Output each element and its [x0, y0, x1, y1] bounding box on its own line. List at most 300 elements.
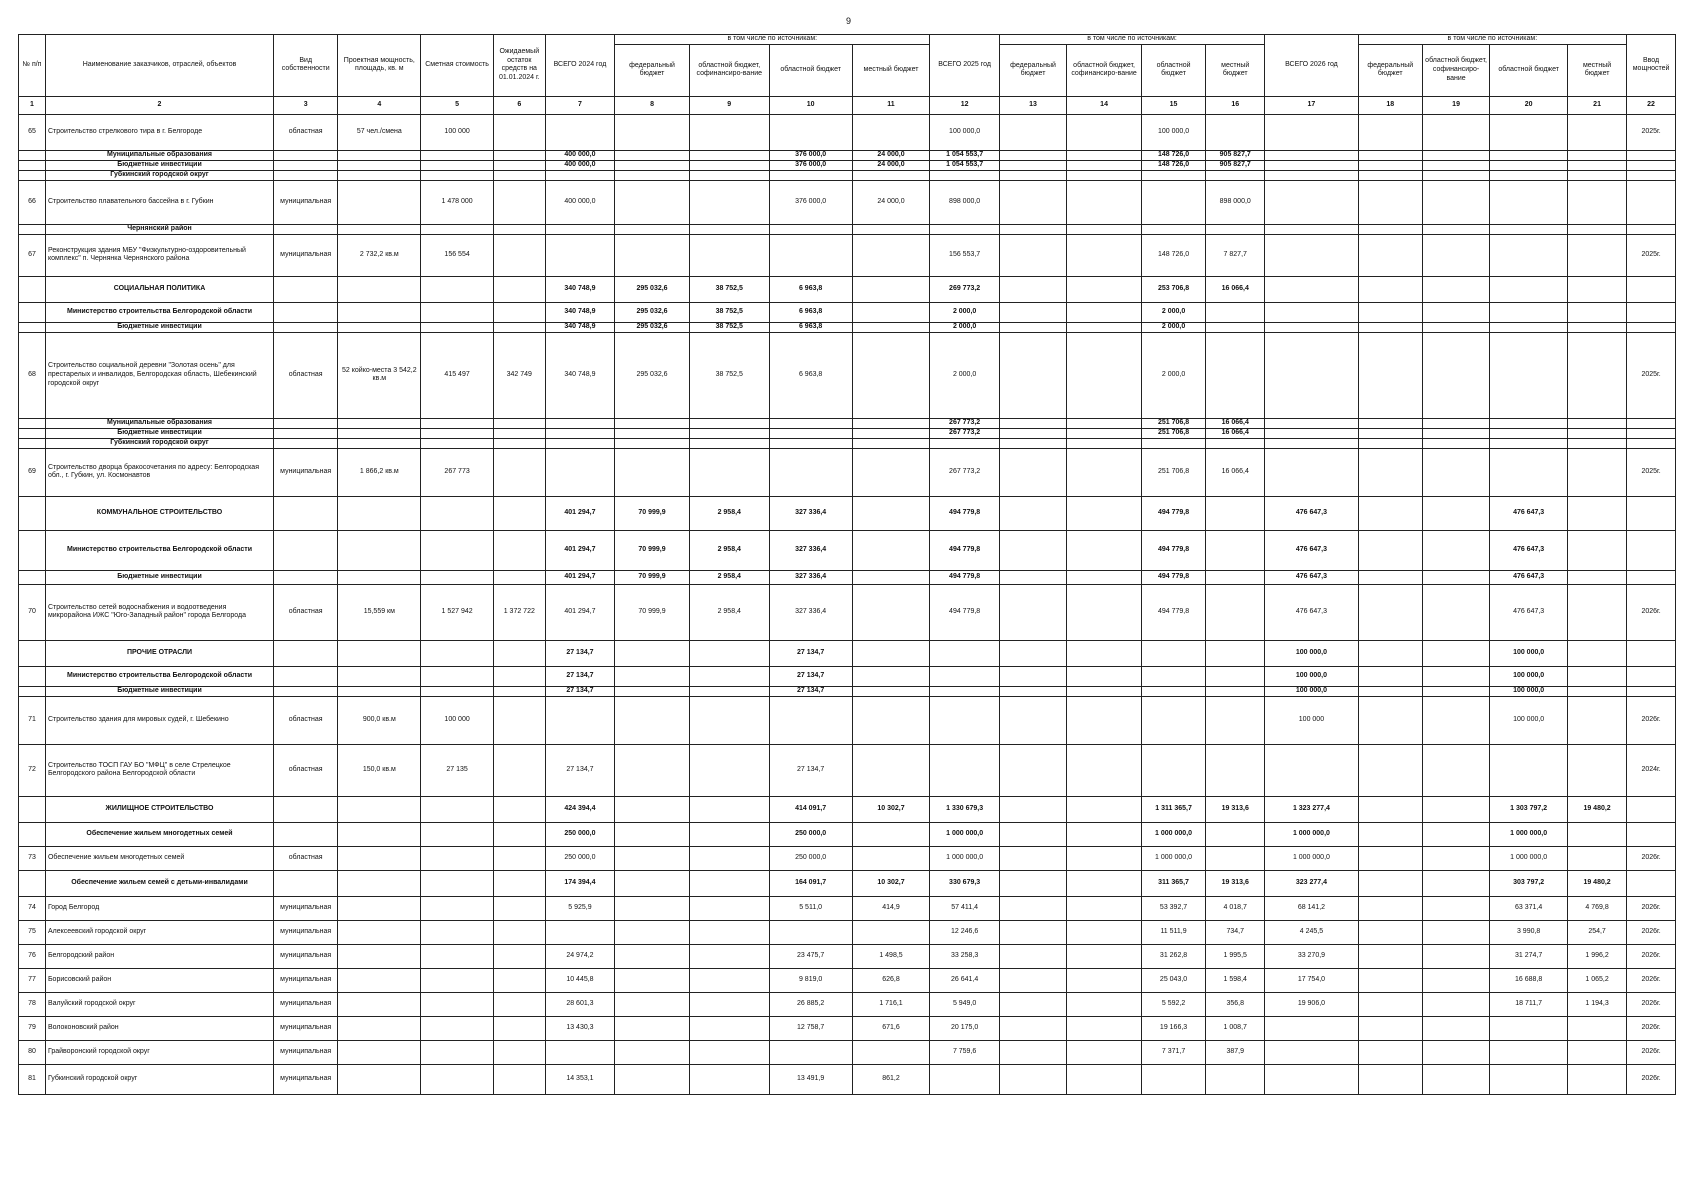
total-2025-cell	[930, 438, 999, 448]
regional-cofin-2026-cell	[1422, 846, 1489, 870]
local-2024-cell	[852, 744, 930, 796]
table-row	[19, 448, 1676, 496]
local-2025-cell	[1206, 846, 1265, 870]
regional-cofin-2025-cell	[1067, 234, 1142, 276]
row-number-cell: 68	[19, 332, 46, 418]
commissioning-year-cell	[1627, 180, 1676, 224]
regional-cofin-2025-cell	[1067, 276, 1142, 302]
ownership-cell: муниципальная	[274, 1040, 338, 1064]
commissioning-year-cell	[1627, 428, 1676, 438]
capacity-cell	[338, 846, 421, 870]
regional-cofin-2026-cell	[1422, 570, 1489, 584]
regional-cofin-2024-cell	[689, 992, 769, 1016]
regional-cofin-2025-cell	[1067, 418, 1142, 428]
regional-2026-cell: 3 990,8	[1490, 920, 1568, 944]
local-2024-cell	[852, 170, 930, 180]
federal-2025-cell	[999, 944, 1066, 968]
subtotal-row	[19, 666, 1676, 686]
header-cost: Сметная стоимость	[421, 35, 494, 97]
regional-2026-cell	[1490, 418, 1568, 428]
local-2026-cell	[1568, 696, 1627, 744]
regional-2025-cell: 7 371,7	[1141, 1040, 1205, 1064]
federal-2026-cell	[1358, 870, 1422, 896]
capacity-cell	[338, 822, 421, 846]
federal-2024-cell	[615, 944, 690, 968]
total-2024-cell: 27 134,7	[545, 640, 614, 666]
regional-cofin-2024-cell	[689, 744, 769, 796]
regional-cofin-2025-cell	[1067, 920, 1142, 944]
commissioning-year-cell	[1627, 796, 1676, 822]
total-2025-cell	[930, 640, 999, 666]
capacity-cell	[338, 968, 421, 992]
total-2026-cell: 100 000,0	[1265, 666, 1358, 686]
expected-remainder-cell	[493, 686, 545, 696]
federal-2026-cell	[1358, 332, 1422, 418]
commissioning-year-cell: 2026г.	[1627, 1016, 1676, 1040]
regional-cofin-2024-cell	[689, 1016, 769, 1040]
row-name-cell: Губкинский городской округ	[45, 438, 273, 448]
regional-2024-cell: 13 491,9	[769, 1064, 852, 1094]
regional-cofin-2025-cell	[1067, 570, 1142, 584]
total-2026-cell: 1 000 000,0	[1265, 822, 1358, 846]
regional-cofin-2025-cell	[1067, 114, 1142, 150]
local-2025-cell	[1206, 584, 1265, 640]
local-2025-cell	[1206, 530, 1265, 570]
ownership-cell	[274, 686, 338, 696]
regional-cofin-2025-cell	[1067, 428, 1142, 438]
regional-2025-cell: 494 779,8	[1141, 530, 1205, 570]
estimated-cost-cell: 27 135	[421, 744, 494, 796]
regional-cofin-2024-cell: 2 958,4	[689, 496, 769, 530]
local-2026-cell: 1 194,3	[1568, 992, 1627, 1016]
total-2026-cell	[1265, 276, 1358, 302]
header-regional-2025: областной бюджет	[1141, 44, 1205, 96]
row-name-cell: Муниципальные образования	[45, 150, 273, 160]
estimated-cost-cell	[421, 1016, 494, 1040]
federal-2026-cell	[1358, 666, 1422, 686]
row-number-cell	[19, 418, 46, 428]
expected-remainder-cell	[493, 496, 545, 530]
federal-2025-cell	[999, 796, 1066, 822]
regional-cofin-2026-cell	[1422, 418, 1489, 428]
regional-2026-cell	[1490, 1040, 1568, 1064]
total-2026-cell: 1 323 277,4	[1265, 796, 1358, 822]
regional-2025-cell: 1 000 000,0	[1141, 846, 1205, 870]
table-row	[19, 234, 1676, 276]
regional-cofin-2024-cell	[689, 822, 769, 846]
commissioning-year-cell	[1627, 640, 1676, 666]
regional-2026-cell: 1 303 797,2	[1490, 796, 1568, 822]
row-number-cell: 71	[19, 696, 46, 744]
total-2025-cell: 267 773,2	[930, 428, 999, 438]
regional-cofin-2025-cell	[1067, 870, 1142, 896]
regional-cofin-2025-cell	[1067, 530, 1142, 570]
total-2026-cell: 323 277,4	[1265, 870, 1358, 896]
row-name-cell: СОЦИАЛЬНАЯ ПОЛИТИКА	[45, 276, 273, 302]
regional-2025-cell	[1141, 1064, 1205, 1094]
regional-cofin-2024-cell	[689, 944, 769, 968]
total-2026-cell: 100 000,0	[1265, 640, 1358, 666]
federal-2026-cell	[1358, 448, 1422, 496]
ownership-cell: областная	[274, 846, 338, 870]
column-number: 20	[1490, 96, 1568, 114]
row-number-cell	[19, 640, 46, 666]
total-2026-cell	[1265, 150, 1358, 160]
row-name-cell: Волоконовский район	[45, 1016, 273, 1040]
column-number: 9	[689, 96, 769, 114]
regional-2026-cell: 100 000,0	[1490, 666, 1568, 686]
regional-cofin-2024-cell: 38 752,5	[689, 322, 769, 332]
subtotal-row	[19, 150, 1676, 160]
total-2026-cell: 476 647,3	[1265, 530, 1358, 570]
regional-2024-cell: 12 758,7	[769, 1016, 852, 1040]
column-number: 3	[274, 96, 338, 114]
total-2025-cell: 494 779,8	[930, 584, 999, 640]
federal-2024-cell	[615, 846, 690, 870]
row-number-cell: 69	[19, 448, 46, 496]
local-2024-cell	[852, 496, 930, 530]
total-2025-cell: 1 054 553,7	[930, 150, 999, 160]
total-2026-cell	[1265, 114, 1358, 150]
capacity-cell	[338, 160, 421, 170]
total-2025-cell: 7 759,6	[930, 1040, 999, 1064]
regional-2024-cell: 6 963,8	[769, 302, 852, 322]
regional-2026-cell	[1490, 744, 1568, 796]
estimated-cost-cell	[421, 796, 494, 822]
federal-2024-cell	[615, 234, 690, 276]
federal-2026-cell	[1358, 276, 1422, 302]
total-2024-cell	[545, 428, 614, 438]
row-name-cell: Строительство плавательного бассейна в г. Губкин	[45, 180, 273, 224]
regional-2024-cell: 27 134,7	[769, 666, 852, 686]
regional-2024-cell	[769, 170, 852, 180]
column-number: 12	[930, 96, 999, 114]
commissioning-year-cell	[1627, 160, 1676, 170]
regional-2026-cell	[1490, 332, 1568, 418]
federal-2024-cell	[615, 160, 690, 170]
row-name-cell: Министерство строительства Белгородской области	[45, 302, 273, 322]
regional-2025-cell: 251 706,8	[1141, 418, 1205, 428]
regional-2026-cell: 18 711,7	[1490, 992, 1568, 1016]
total-2024-cell: 340 748,9	[545, 302, 614, 322]
ownership-cell	[274, 438, 338, 448]
estimated-cost-cell	[421, 276, 494, 302]
regional-2025-cell	[1141, 640, 1205, 666]
table-row	[19, 944, 1676, 968]
federal-2025-cell	[999, 744, 1066, 796]
row-number-cell	[19, 276, 46, 302]
total-2026-cell	[1265, 224, 1358, 234]
regional-2026-cell	[1490, 180, 1568, 224]
header-federal-2024: федеральный бюджет	[615, 44, 690, 96]
local-2025-cell: 16 066,4	[1206, 448, 1265, 496]
local-2024-cell	[852, 322, 930, 332]
local-2025-cell: 4 018,7	[1206, 896, 1265, 920]
local-2026-cell	[1568, 322, 1627, 332]
local-2026-cell: 1 996,2	[1568, 944, 1627, 968]
regional-cofin-2026-cell	[1422, 584, 1489, 640]
regional-cofin-2024-cell	[689, 438, 769, 448]
regional-cofin-2026-cell	[1422, 796, 1489, 822]
estimated-cost-cell	[421, 570, 494, 584]
federal-2025-cell	[999, 992, 1066, 1016]
regional-cofin-2026-cell	[1422, 496, 1489, 530]
regional-2026-cell: 31 274,7	[1490, 944, 1568, 968]
ownership-cell	[274, 170, 338, 180]
federal-2024-cell	[615, 896, 690, 920]
estimated-cost-cell	[421, 846, 494, 870]
federal-2024-cell	[615, 224, 690, 234]
row-name-cell: Реконструкция здания МБУ "Физкультурно-оздоровительный комплекс" п. Чернянка Чернянского района	[45, 234, 273, 276]
regional-cofin-2024-cell	[689, 1064, 769, 1094]
regional-cofin-2026-cell	[1422, 1040, 1489, 1064]
federal-2025-cell	[999, 870, 1066, 896]
total-2026-cell	[1265, 1040, 1358, 1064]
local-2025-cell: 905 827,7	[1206, 160, 1265, 170]
capacity-cell	[338, 1064, 421, 1094]
estimated-cost-cell	[421, 870, 494, 896]
regional-cofin-2024-cell	[689, 870, 769, 896]
federal-2024-cell: 70 999,9	[615, 570, 690, 584]
subtotal-row	[19, 870, 1676, 896]
row-name-cell: Город Белгород	[45, 896, 273, 920]
header-local-2026: местный бюджет	[1568, 44, 1627, 96]
ownership-cell	[274, 150, 338, 160]
federal-2026-cell	[1358, 1064, 1422, 1094]
local-2024-cell: 1 716,1	[852, 992, 930, 1016]
local-2026-cell	[1568, 276, 1627, 302]
row-name-cell: Строительство сетей водоснабжения и водоотведения микрорайона ИЖС "Юго-Западный район" города Белгорода	[45, 584, 273, 640]
regional-cofin-2025-cell	[1067, 496, 1142, 530]
federal-2026-cell	[1358, 428, 1422, 438]
table-row	[19, 920, 1676, 944]
local-2025-cell: 16 066,4	[1206, 276, 1265, 302]
row-number-cell	[19, 322, 46, 332]
local-2024-cell	[852, 920, 930, 944]
federal-2025-cell	[999, 302, 1066, 322]
column-number: 14	[1067, 96, 1142, 114]
federal-2024-cell	[615, 448, 690, 496]
federal-2025-cell	[999, 332, 1066, 418]
subtotal-row	[19, 822, 1676, 846]
local-2025-cell	[1206, 744, 1265, 796]
row-name-cell: Муниципальные образования	[45, 418, 273, 428]
regional-2025-cell	[1141, 170, 1205, 180]
regional-2024-cell: 250 000,0	[769, 846, 852, 870]
federal-2026-cell	[1358, 496, 1422, 530]
regional-cofin-2026-cell	[1422, 1064, 1489, 1094]
table-row	[19, 1040, 1676, 1064]
column-number: 7	[545, 96, 614, 114]
federal-2025-cell	[999, 822, 1066, 846]
local-2025-cell	[1206, 322, 1265, 332]
federal-2025-cell	[999, 1040, 1066, 1064]
total-2024-cell	[545, 438, 614, 448]
federal-2024-cell	[615, 822, 690, 846]
local-2024-cell: 24 000,0	[852, 150, 930, 160]
expected-remainder-cell	[493, 696, 545, 744]
capacity-cell	[338, 666, 421, 686]
regional-cofin-2026-cell	[1422, 302, 1489, 322]
row-number-cell: 67	[19, 234, 46, 276]
regional-2024-cell: 327 336,4	[769, 530, 852, 570]
capacity-cell	[338, 428, 421, 438]
commissioning-year-cell	[1627, 870, 1676, 896]
regional-cofin-2025-cell	[1067, 992, 1142, 1016]
regional-2024-cell	[769, 448, 852, 496]
regional-cofin-2024-cell	[689, 968, 769, 992]
ownership-cell	[274, 302, 338, 322]
total-2024-cell	[545, 696, 614, 744]
total-2025-cell	[930, 224, 999, 234]
row-name-cell: Бюджетные инвестиции	[45, 160, 273, 170]
regional-cofin-2025-cell	[1067, 302, 1142, 322]
expected-remainder-cell	[493, 150, 545, 160]
row-name-cell: Строительство здания для мировых судей, г. Шебекино	[45, 696, 273, 744]
regional-cofin-2025-cell	[1067, 160, 1142, 170]
federal-2024-cell: 295 032,6	[615, 276, 690, 302]
federal-2024-cell	[615, 150, 690, 160]
row-number-cell: 65	[19, 114, 46, 150]
row-name-cell: КОММУНАЛЬНОЕ СТРОИТЕЛЬСТВО	[45, 496, 273, 530]
capacity-cell	[338, 870, 421, 896]
row-number-cell	[19, 796, 46, 822]
row-name-cell: Белгородский район	[45, 944, 273, 968]
regional-2026-cell: 1 000 000,0	[1490, 822, 1568, 846]
regional-2026-cell: 100 000,0	[1490, 696, 1568, 744]
federal-2025-cell	[999, 584, 1066, 640]
regional-cofin-2026-cell	[1422, 666, 1489, 686]
total-2026-cell: 100 000,0	[1265, 686, 1358, 696]
regional-2026-cell: 16 688,8	[1490, 968, 1568, 992]
row-number-cell	[19, 170, 46, 180]
capacity-cell	[338, 170, 421, 180]
row-number-cell: 79	[19, 1016, 46, 1040]
regional-2025-cell	[1141, 180, 1205, 224]
federal-2025-cell	[999, 448, 1066, 496]
local-2024-cell: 671,6	[852, 1016, 930, 1040]
commissioning-year-cell: 2026г.	[1627, 992, 1676, 1016]
column-number: 8	[615, 96, 690, 114]
column-number: 15	[1141, 96, 1205, 114]
expected-remainder-cell	[493, 944, 545, 968]
commissioning-year-cell: 2026г.	[1627, 944, 1676, 968]
header-sources-2024: в том числе по источникам:	[615, 35, 930, 45]
regional-cofin-2026-cell	[1422, 992, 1489, 1016]
regional-2025-cell: 494 779,8	[1141, 496, 1205, 530]
column-number: 22	[1627, 96, 1676, 114]
regional-cofin-2026-cell	[1422, 968, 1489, 992]
local-2024-cell	[852, 332, 930, 418]
regional-cofin-2025-cell	[1067, 640, 1142, 666]
regional-2025-cell: 53 392,7	[1141, 896, 1205, 920]
local-2026-cell	[1568, 640, 1627, 666]
table-row	[19, 846, 1676, 870]
commissioning-year-cell: 2024г.	[1627, 744, 1676, 796]
row-number-cell	[19, 428, 46, 438]
regional-cofin-2024-cell	[689, 666, 769, 686]
total-2025-cell: 898 000,0	[930, 180, 999, 224]
local-2026-cell: 254,7	[1568, 920, 1627, 944]
regional-cofin-2026-cell	[1422, 114, 1489, 150]
expected-remainder-cell	[493, 846, 545, 870]
capacity-cell	[338, 418, 421, 428]
table-row	[19, 332, 1676, 418]
regional-cofin-2025-cell	[1067, 584, 1142, 640]
expected-remainder-cell	[493, 224, 545, 234]
local-2024-cell: 10 302,7	[852, 796, 930, 822]
federal-2024-cell	[615, 920, 690, 944]
ownership-cell: муниципальная	[274, 896, 338, 920]
federal-2024-cell	[615, 428, 690, 438]
regional-cofin-2026-cell	[1422, 944, 1489, 968]
federal-2025-cell	[999, 896, 1066, 920]
regional-cofin-2025-cell	[1067, 322, 1142, 332]
subtotal-row	[19, 160, 1676, 170]
row-name-cell: Строительство дворца бракосочетания по адресу: Белгородская обл., г. Губкин, ул. Космонавтов	[45, 448, 273, 496]
ownership-cell: муниципальная	[274, 920, 338, 944]
federal-2024-cell	[615, 968, 690, 992]
subtotal-row	[19, 438, 1676, 448]
table-row	[19, 1064, 1676, 1094]
total-2024-cell: 250 000,0	[545, 822, 614, 846]
estimated-cost-cell	[421, 1040, 494, 1064]
total-2025-cell: 33 258,3	[930, 944, 999, 968]
estimated-cost-cell	[421, 322, 494, 332]
regional-cofin-2024-cell: 2 958,4	[689, 530, 769, 570]
subtotal-row	[19, 428, 1676, 438]
section-row	[19, 496, 1676, 530]
regional-cofin-2025-cell	[1067, 180, 1142, 224]
regional-2026-cell	[1490, 302, 1568, 322]
expected-remainder-cell	[493, 992, 545, 1016]
local-2025-cell: 356,8	[1206, 992, 1265, 1016]
regional-2025-cell: 253 706,8	[1141, 276, 1205, 302]
commissioning-year-cell	[1627, 496, 1676, 530]
federal-2024-cell	[615, 744, 690, 796]
column-number: 18	[1358, 96, 1422, 114]
expected-remainder-cell	[493, 666, 545, 686]
header-remainder: Ожидаемый остаток средств на 01.01.2024 г.	[493, 35, 545, 97]
local-2024-cell	[852, 846, 930, 870]
total-2026-cell: 476 647,3	[1265, 570, 1358, 584]
regional-2024-cell: 6 963,8	[769, 322, 852, 332]
table-row	[19, 968, 1676, 992]
table-row	[19, 896, 1676, 920]
subtotal-row	[19, 570, 1676, 584]
total-2026-cell: 33 270,9	[1265, 944, 1358, 968]
local-2026-cell	[1568, 1016, 1627, 1040]
row-name-cell: Министерство строительства Белгородской области	[45, 666, 273, 686]
local-2026-cell	[1568, 584, 1627, 640]
row-number-cell: 75	[19, 920, 46, 944]
local-2026-cell	[1568, 822, 1627, 846]
total-2025-cell: 2 000,0	[930, 302, 999, 322]
estimated-cost-cell	[421, 992, 494, 1016]
federal-2024-cell	[615, 1040, 690, 1064]
total-2025-cell: 494 779,8	[930, 530, 999, 570]
table-row	[19, 180, 1676, 224]
local-2024-cell	[852, 114, 930, 150]
regional-cofin-2026-cell	[1422, 744, 1489, 796]
federal-2024-cell	[615, 170, 690, 180]
total-2024-cell	[545, 1040, 614, 1064]
regional-cofin-2026-cell	[1422, 448, 1489, 496]
regional-2024-cell: 6 963,8	[769, 332, 852, 418]
total-2024-cell: 340 748,9	[545, 332, 614, 418]
header-sources-2025: в том числе по источникам:	[999, 35, 1264, 45]
federal-2026-cell	[1358, 968, 1422, 992]
